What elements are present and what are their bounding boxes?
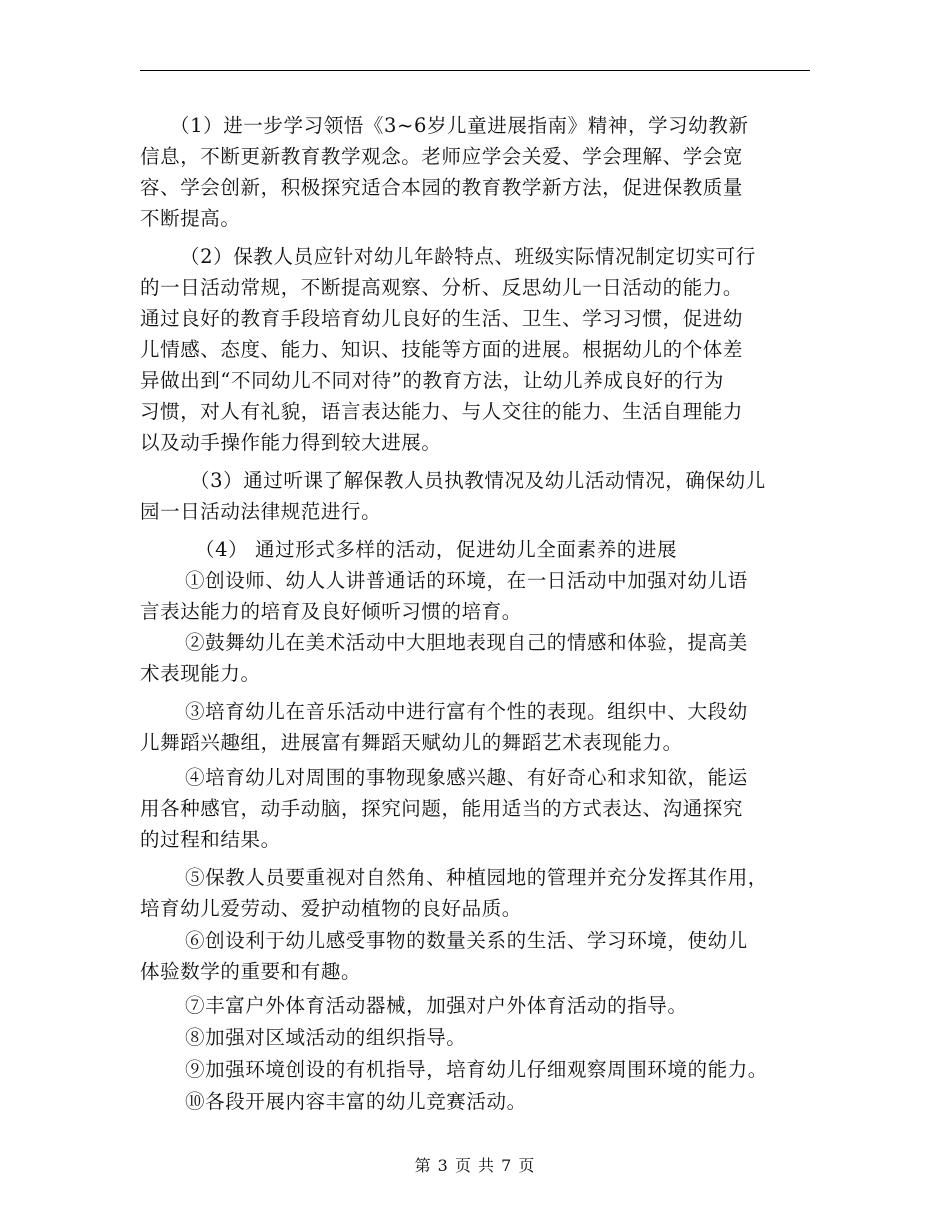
list-item: ④培育幼儿对周围的事物现象感兴趣、有好奇心和求知欲，能运 xyxy=(185,766,748,789)
list-item: ②鼓舞幼儿在美术活动中大胆地表现自己的情感和体验，提高美 xyxy=(185,631,748,654)
text-line: 的一日活动常规，不断提高观察、分析、反思幼儿一日活动的能力。 xyxy=(140,276,744,299)
list-item: ⑦丰富户外体育活动器械，加强对户外体育活动的指导。 xyxy=(185,994,688,1017)
text-line: 体验数学的重要和有趣。 xyxy=(140,960,362,983)
text-line: 信息，不断更新教育教学观念。老师应学会关爱、学会理解、学会宽 xyxy=(140,145,744,168)
text-line: （2）保教人员应针对幼儿年龄特点、班级实际情况制定切实可行 xyxy=(180,245,756,268)
list-item: ⑨加强环境创设的有机指导，培育幼儿仔细观察周围环境的能力。 xyxy=(185,1058,768,1081)
list-item: ⑥创设利于幼儿感受事物的数量关系的生活、学习环境，使幼儿 xyxy=(185,929,748,952)
text-line: 异做出到“不同幼儿不同对待”的教育方法，让幼儿养成良好的行为 xyxy=(140,369,724,392)
text-line: 儿舞蹈兴趣组，进展富有舞蹈天赋幼儿的舞蹈艺术表现能力。 xyxy=(140,731,683,754)
text-line: 的过程和结果。 xyxy=(140,828,281,851)
text-line: 用各种感官，动手动脑，探究问题，能用适当的方式表达、沟通探究 xyxy=(140,797,744,820)
text-line: （4） 通过形式多样的活动，促进幼儿全面素养的进展 xyxy=(195,538,678,561)
text-line: 园一日活动法律规范进行。 xyxy=(140,500,382,523)
list-item: ③培育幼儿在音乐活动中进行富有个性的表现。组织中、大段幼 xyxy=(185,700,748,723)
header-rule xyxy=(140,70,810,71)
text-line: 以及动手操作能力得到较大进展。 xyxy=(140,431,442,454)
list-item: ⑤保教人员要重视对自然角、种植园地的管理并充分发挥其作用， xyxy=(185,866,768,889)
text-line: 习惯，对人有礼貌，语言表达能力、与人交往的能力、生活自理能力 xyxy=(140,400,744,423)
text-line: 言表达能力的培育及良好倾听习惯的培育。 xyxy=(140,600,522,623)
text-line: 通过良好的教育手段培育幼儿良好的生活、卫生、学习习惯，促进幼 xyxy=(140,307,744,330)
page-number: 第 3 页 共 7 页 xyxy=(414,1156,536,1175)
list-item: ①创设师、幼人人讲普通话的环境，在一日活动中加强对幼儿语 xyxy=(185,569,748,592)
text-line: （1）进一步学习领悟《3~6岁儿童进展指南》精神，学习幼教新 xyxy=(170,114,749,137)
text-line: （3）通过听课了解保教人员执教情况及幼儿活动情况，确保幼儿 xyxy=(190,469,766,492)
text-line: 术表现能力。 xyxy=(140,662,261,685)
list-item: ⑧加强对区域活动的组织指导。 xyxy=(185,1026,467,1049)
text-line: 不断提高。 xyxy=(140,207,241,230)
text-line: 儿情感、态度、能力、知识、技能等方面的进展。根据幼儿的个体差 xyxy=(140,338,744,361)
text-line: 容、学会创新，积极探究适合本园的教育教学新方法，促进保教质量 xyxy=(140,176,744,199)
list-item: ⑩各段开展内容丰富的幼儿竞赛活动。 xyxy=(185,1090,527,1113)
text-line: 培育幼儿爱劳动、爱护动植物的良好品质。 xyxy=(140,897,522,920)
